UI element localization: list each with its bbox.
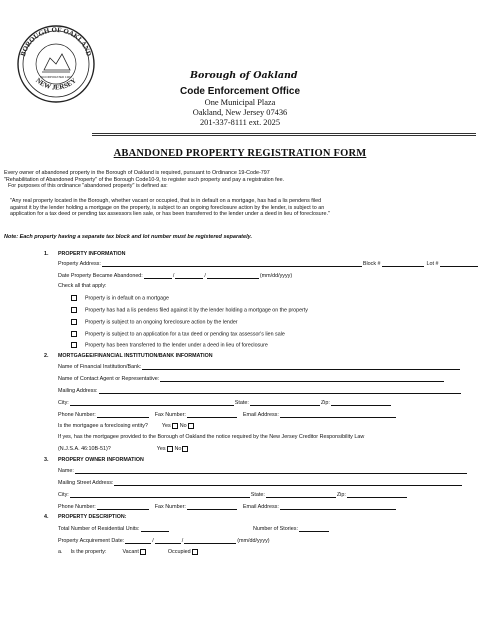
field-label: Mailing Address: — [58, 388, 98, 394]
vacant-label: Vacant — [122, 549, 139, 555]
bank-mailing-field[interactable] — [99, 387, 461, 394]
intro-line: For purposes of this ordinance "abandoned property" is defined as: — [8, 183, 168, 190]
address-line-1: One Municipal Plaza — [204, 98, 276, 107]
field-label: City: — [58, 400, 69, 406]
units-row — [58, 525, 170, 532]
field-label: Date Property Became Abandoned: — [58, 273, 143, 279]
checkbox-option — [70, 295, 169, 301]
date-slash: / — [152, 538, 154, 544]
header-divider — [92, 133, 476, 134]
date-month-field[interactable] — [144, 272, 172, 279]
field-label: Property Acquirement Date: — [58, 538, 125, 544]
acquire-date-row — [58, 537, 270, 544]
borough-name-script: Borough of Oakland — [190, 70, 298, 81]
field-label: Phone Number: — [58, 504, 96, 510]
definition-paragraph — [4, 198, 480, 218]
field-label: (N.J.S.A. 46:10B-51)? — [58, 446, 111, 452]
owner-phone-row — [58, 503, 397, 510]
no-label: No — [179, 423, 187, 429]
checkbox-option — [70, 307, 308, 313]
bank-fax-field[interactable] — [187, 411, 237, 418]
foreclosing-row — [58, 423, 196, 429]
svg-text:BOROUGH OF OAKLAND — [19, 26, 93, 57]
field-label: Fax Number: — [154, 412, 186, 418]
yes-checkbox[interactable] — [172, 423, 178, 429]
acq-year-field[interactable] — [181, 537, 236, 544]
stories-field[interactable] — [299, 525, 329, 532]
section-heading: PROPERTY INFORMATION — [58, 251, 126, 257]
office-title: Code Enforcement Office — [179, 86, 301, 97]
no-label: No — [174, 446, 182, 452]
option-checkbox[interactable] — [71, 295, 77, 301]
owner-phone-field[interactable] — [97, 503, 149, 510]
date-slash: / — [204, 273, 206, 279]
owner-mailing-row — [58, 479, 463, 486]
intro-line: "Rehabilitation of Abandoned Property" of the Borough Code10-9, to register such property and pay a registration fee. — [4, 176, 285, 183]
field-label: Name: — [58, 468, 74, 474]
option-label: Property is in default on a mortgage — [85, 295, 169, 302]
option-checkbox[interactable] — [71, 342, 77, 348]
yes-label: Yes — [161, 423, 171, 429]
field-label: City: — [58, 492, 69, 498]
field-label: Number of Stories: — [253, 526, 298, 532]
acq-day-field[interactable] — [155, 537, 181, 544]
field-label: Property Address: — [58, 261, 101, 267]
definition-line: application for a tax deed or pending tax assessors lien sale, or has been transferred to the lender under a deed in lieu of foreclosure." — [10, 211, 330, 218]
bank-city-field[interactable] — [70, 399, 234, 406]
no-checkbox[interactable] — [188, 423, 194, 429]
yes-label: Yes — [156, 446, 166, 452]
section-heading: PROPERTY DESCRIPTION: — [58, 514, 127, 520]
owner-name-row — [58, 467, 468, 474]
option-label: Property has been transferred to the lender under a deed in lieu of foreclosure — [85, 342, 268, 349]
option-label: Property is subject to an application for a tax deed or pending tax assessor's lien sale — [85, 331, 285, 338]
owner-zip-field[interactable] — [347, 491, 407, 498]
address-line-2: Oakland, New Jersey 07436 — [192, 108, 288, 117]
seal-bottom-text: NEW JERSEY — [34, 76, 78, 92]
bank-name-field[interactable] — [142, 363, 460, 370]
field-label: State: — [250, 492, 265, 498]
field-label: Is the property: — [70, 549, 107, 555]
form-title: ABANDONED PROPERTY REGISTRATION FORM — [113, 148, 367, 159]
property-address-field[interactable] — [102, 260, 362, 267]
date-day-field[interactable] — [172, 272, 203, 279]
field-label: Phone Number: — [58, 412, 96, 418]
date-format-hint: (mm/dd/yyyy) — [237, 538, 270, 544]
section-heading: MORTGAGEE/FINANCIAL INSTITUTION/BANK INFORMATION — [58, 353, 213, 359]
definition-line: against it by the lender holding a mortgage on the property, is subject to an ongoing foreclosure action by the lender, is subject to an — [10, 204, 325, 211]
contact-row — [58, 375, 445, 382]
checkbox-option — [70, 331, 285, 337]
section-heading: PROPERY OWNER INFORMATION — [58, 457, 144, 463]
owner-name-field[interactable] — [75, 467, 467, 474]
field-label: Fax Number: — [154, 504, 186, 510]
field-label: Name of Contact Agent or Representative: — [58, 376, 160, 382]
acq-month-field[interactable] — [125, 537, 151, 544]
note: Note: Each property having a separate tax block and lot number must be registered separately. — [4, 234, 252, 240]
seal-inner-text: INCORPORATED 1902 — [40, 75, 72, 79]
yes-checkbox[interactable] — [167, 446, 173, 452]
owner-mailing-field[interactable] — [114, 479, 462, 486]
checkbox-option — [70, 342, 268, 348]
no-checkbox[interactable] — [182, 446, 188, 452]
field-label: Is the mortgagee a foreclosing entity? — [58, 423, 148, 429]
bank-zip-field[interactable] — [331, 399, 391, 406]
occupied-label: Occupied — [167, 549, 191, 555]
field-label: Check all that apply: — [58, 283, 107, 289]
definition-line: "Any real property located in the Borough, whether vacant or occupied, that is in default on a mortgage, has had a lis pendens filed — [10, 198, 322, 204]
field-label: Zip: — [336, 492, 346, 498]
field-label: Zip: — [320, 400, 330, 406]
abandon-date-row — [58, 272, 292, 279]
option-label: Property is subject to an ongoing foreclosure action by the lender — [85, 319, 238, 326]
bank-mailing-row — [58, 387, 462, 394]
date-slash: / — [172, 273, 175, 279]
owner-city-field[interactable] — [70, 491, 250, 498]
bank-city-row — [58, 399, 392, 406]
bank-state-field[interactable] — [250, 399, 320, 406]
stories-row — [253, 525, 330, 532]
date-slash: / — [181, 538, 184, 544]
bank-phone-field[interactable] — [97, 411, 149, 418]
field-label: Email Address: — [242, 504, 279, 510]
field-label: Name of Financial Institution/Bank: — [58, 364, 142, 370]
provided-row-2 — [58, 446, 190, 452]
header-divider-2 — [92, 135, 476, 136]
checkbox-option — [70, 319, 238, 325]
lot-field[interactable] — [440, 260, 478, 267]
seal-top-text: BOROUGH OF OAKLAND — [19, 25, 93, 58]
section-number: 3. — [44, 457, 49, 463]
section-number: 2. — [44, 353, 49, 359]
occupied-checkbox[interactable] — [192, 549, 198, 555]
vacant-checkbox[interactable] — [140, 549, 146, 555]
field-label: Email Address: — [242, 412, 279, 418]
bank-name-row — [58, 363, 461, 370]
field-label: State: — [234, 400, 249, 406]
phone-line: 201-337-8111 ext. 2025 — [199, 118, 281, 127]
field-label: Total Number of Residential Units: — [58, 526, 140, 532]
block-field[interactable] — [382, 260, 424, 267]
property-address-row — [58, 260, 479, 267]
occupancy-row — [58, 549, 200, 555]
owner-state-field[interactable] — [266, 491, 336, 498]
option-checkbox[interactable] — [71, 307, 77, 313]
item-letter: a. — [58, 549, 63, 555]
date-year-field[interactable] — [207, 272, 259, 279]
owner-city-row — [58, 491, 408, 498]
date-format-hint: (mm/dd/yyyy) — [259, 273, 293, 279]
units-field[interactable] — [141, 525, 169, 532]
bank-email-field[interactable] — [280, 411, 396, 418]
owner-fax-field[interactable] — [187, 503, 237, 510]
field-label: Block # — [362, 261, 381, 267]
bank-phone-row — [58, 411, 397, 418]
section-number: 4. — [44, 514, 49, 520]
field-label: Mailing Street Address: — [58, 480, 114, 486]
option-checkbox[interactable] — [71, 331, 77, 337]
check-label-row — [58, 283, 107, 289]
option-checkbox[interactable] — [71, 319, 77, 325]
intro-line: Every owner of abandoned property in the Borough of Oakland is required, pursuant to Ordinance 19-Code-797 — [4, 170, 270, 176]
contact-field[interactable] — [160, 375, 444, 382]
intro-paragraph — [4, 170, 474, 190]
field-label: If yes, has the mortgagee provided to the Borough of Oakland the notice required by the New Jersey Creditor Responsibility Law — [58, 434, 365, 440]
owner-email-field[interactable] — [280, 503, 396, 510]
provided-row-1 — [58, 434, 364, 440]
section-number: 1. — [44, 251, 49, 257]
field-label: Lot # — [426, 261, 439, 267]
option-label: Property has had a lis pendens filed against it by the lender holding a mortgage on the property — [85, 307, 308, 314]
